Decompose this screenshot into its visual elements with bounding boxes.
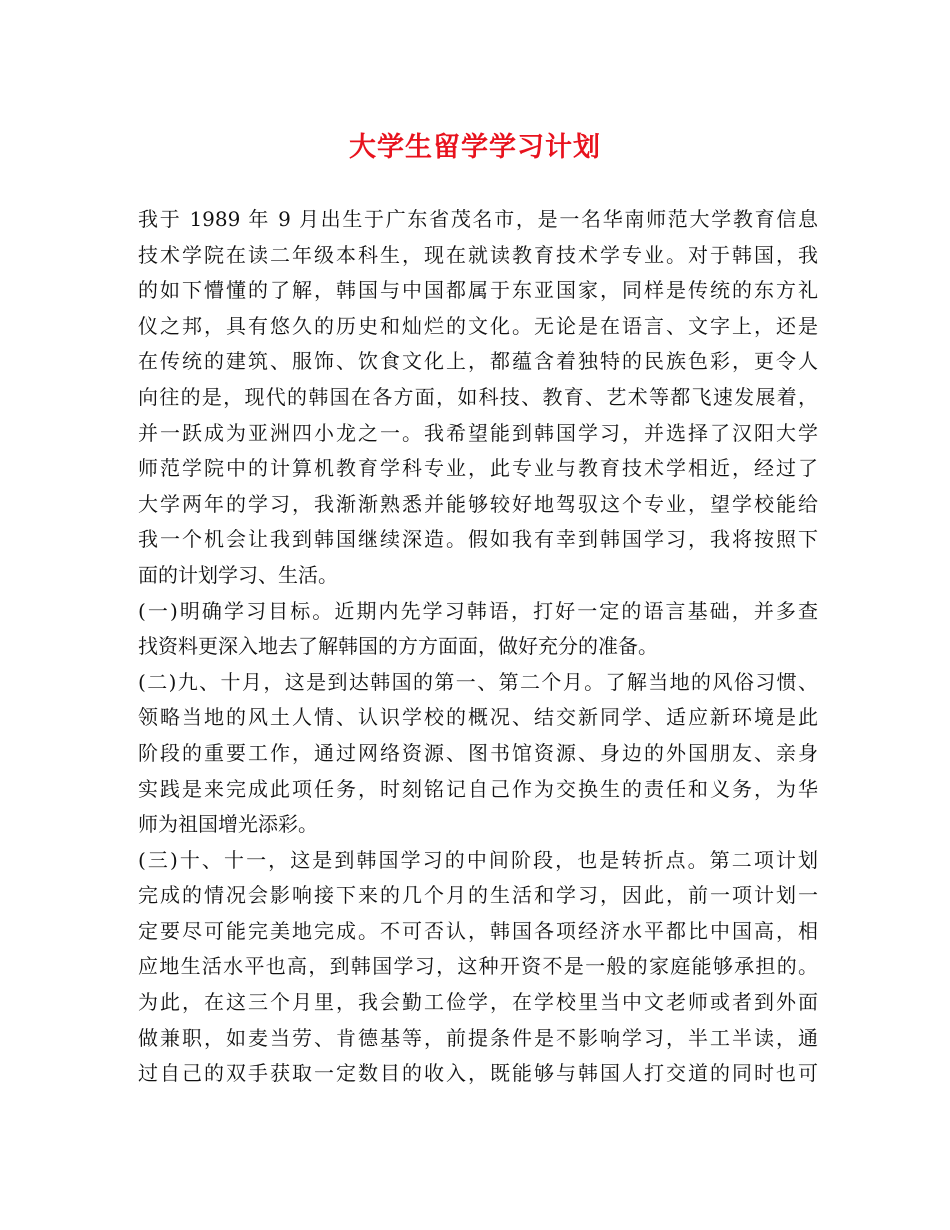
- text-line: 定要尽可能完美地完成。不可否认，韩国各项经济水平都比中国高，相: [138, 918, 818, 943]
- text-line: 我一个机会让我到韩国继续深造。假如我有幸到韩国学习，我将按照下: [138, 527, 818, 552]
- text-line: 在传统的建筑、服饰、饮食文化上，都蕴含着独特的民族色彩，更令人: [138, 349, 818, 374]
- text-line: 向往的是，现代的韩国在各方面，如科技、教育、艺术等都飞速发展着，: [138, 384, 818, 409]
- text-line: 过自己的双手获取一定数目的收入，既能够与韩国人打交道的同时也可: [138, 1061, 818, 1086]
- text-line: 找资料更深入地去了解韩国的方方面面，做好充分的准备。: [138, 634, 658, 659]
- text-line: (二)九、十月，这是到达韩国的第一、第二个月。了解当地的风俗习惯、: [138, 669, 818, 694]
- text-line: 实践是来完成此项任务，时刻铭记自己作为交换生的责任和义务，为华: [138, 776, 818, 801]
- text-line: 师为祖国增光添彩。: [138, 812, 318, 837]
- text-line: 面的计划学习、生活。: [138, 562, 338, 587]
- text-line: 并一跃成为亚洲四小龙之一。我希望能到韩国学习，并选择了汉阳大学: [138, 420, 818, 445]
- text-line: 为此，在这三个月里，我会勤工俭学，在学校里当中文老师或者到外面: [138, 990, 818, 1015]
- text-line: 我于 1989 年 9 月出生于广东省茂名市，是一名华南师范大学教育信息: [138, 207, 818, 231]
- text-line: 应地生活水平也高，到韩国学习，这种开资不是一般的家庭能够承担的。: [138, 954, 818, 979]
- text-line: 技术学院在读二年级本科生，现在就读教育技术学专业。对于韩国，我: [138, 242, 818, 267]
- text-line: (一)明确学习目标。近期内先学习韩语，打好一定的语言基础，并多查: [138, 598, 818, 623]
- text-line: 大学两年的学习，我渐渐熟悉并能够较好地驾驭这个专业，望学校能给: [138, 491, 818, 516]
- text-line: 的如下懵懂的了解，韩国与中国都属于东亚国家，同样是传统的东方礼: [138, 278, 818, 303]
- text-line: 做兼职，如麦当劳、肯德基等，前提条件是不影响学习，半工半读，通: [138, 1025, 818, 1050]
- text-line: 领略当地的风土人情、认识学校的概况、结交新同学、适应新环境是此: [138, 705, 818, 730]
- document-body: [138, 202, 818, 1092]
- text-line: 完成的情况会影响接下来的几个月的生活和学习，因此，前一项计划一: [138, 883, 818, 908]
- text-line: 师范学院中的计算机教育学科专业，此专业与教育技术学相近，经过了: [138, 456, 818, 481]
- document-title: 大学生留学学习计划: [349, 132, 601, 163]
- text-line: 阶段的重要工作，通过网络资源、图书馆资源、身边的外国朋友、亲身: [138, 740, 818, 765]
- text-line: 仪之邦，具有悠久的历史和灿烂的文化。无论是在语言、文字上，还是: [138, 313, 818, 338]
- text-line: (三)十、十一，这是到韩国学习的中间阶段，也是转折点。第二项计划: [138, 847, 818, 872]
